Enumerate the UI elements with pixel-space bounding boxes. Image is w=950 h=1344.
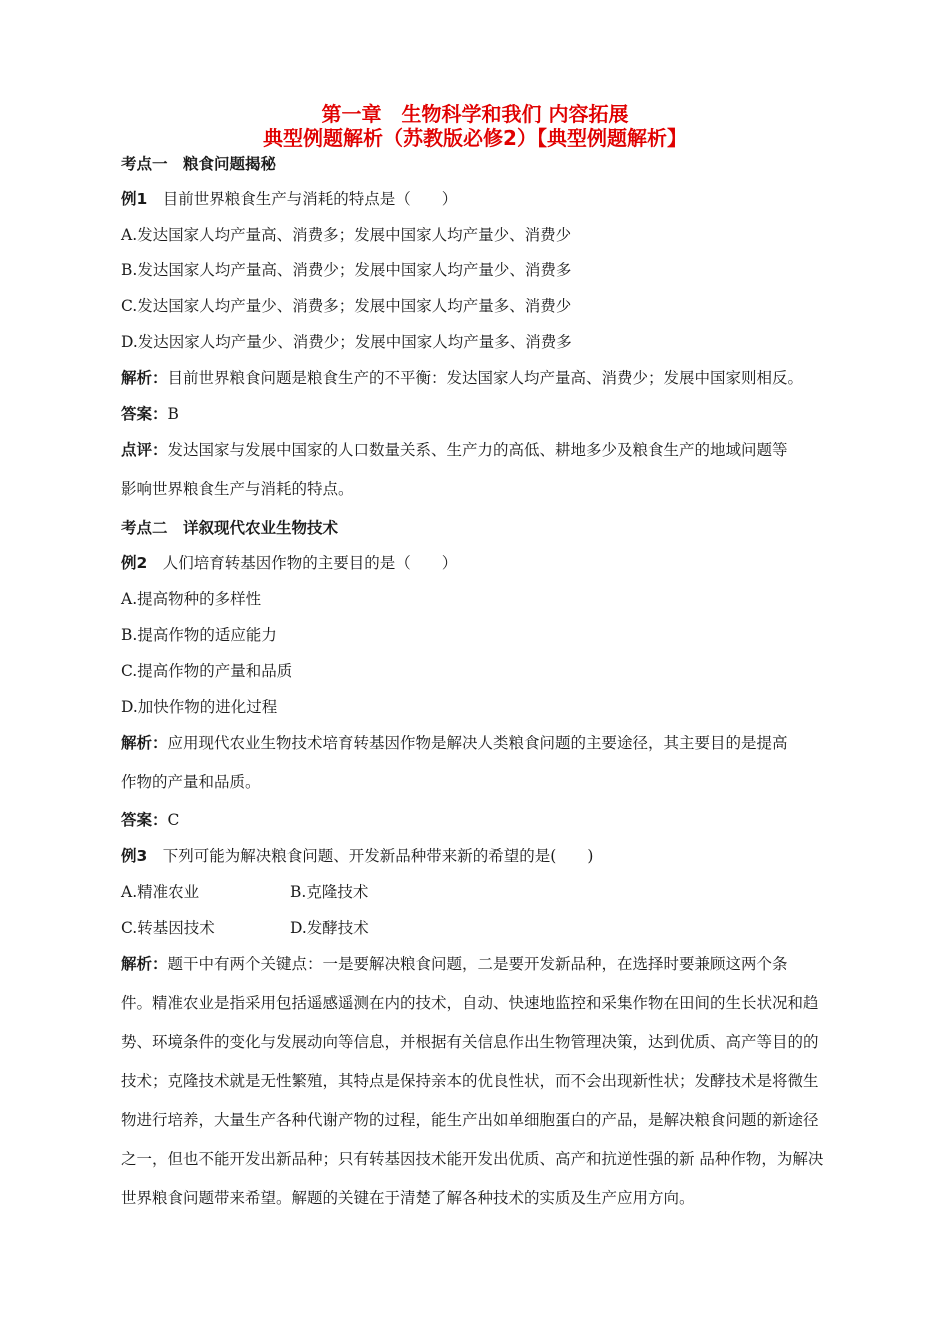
answer-label: 答案： bbox=[121, 405, 168, 423]
analysis-line-4: 技术；克隆技术就是无性繁殖，其特点是保持亲本的优良性状，而不会出现新性状；发酵技术是将微生 bbox=[121, 1072, 819, 1090]
question-3-text: 下列可能为解决粮食问题、开发新品种带来新的希望的是( ) bbox=[147, 847, 594, 865]
question-3-analysis bbox=[121, 954, 788, 974]
section-2-heading: 考点二 详叙现代农业生物技术 bbox=[121, 519, 339, 537]
question-2-text: 人们培育转基因作物的主要目的是（ ） bbox=[147, 554, 458, 572]
question-3-label: 例3 bbox=[121, 847, 148, 865]
question-1-comment-cont: 影响世界粮食生产与消耗的特点。 bbox=[121, 480, 354, 498]
question-1-option-a: A.发达国家人均产量高、消费多；发展中国家人均产量少、消费少 bbox=[121, 226, 572, 244]
analysis-line-1: 题干中有两个关键点：一是要解决粮食问题，二是要开发新品种，在选择时要兼顾这两个条 bbox=[167, 955, 788, 973]
question-3-option-b: B.克隆技术 bbox=[290, 883, 369, 901]
answer-label: 答案： bbox=[121, 811, 168, 829]
analysis-label: 解析： bbox=[121, 369, 168, 387]
analysis-label: 解析： bbox=[121, 734, 168, 752]
analysis-line-2: 件。精准农业是指采用包括遥感遥测在内的技术，自动、快速地监控和采集作物在田间的生长状况和趋 bbox=[121, 994, 819, 1012]
analysis-label: 解析： bbox=[121, 955, 168, 973]
question-3-options-row-2 bbox=[121, 918, 369, 938]
section-1-heading: 考点一 粮食问题揭秘 bbox=[121, 155, 277, 173]
question-2-answer bbox=[121, 810, 179, 830]
analysis-text-1: 应用现代农业生物技术培育转基因作物是解决人类粮食问题的主要途径，其主要目的是提高 bbox=[167, 734, 788, 752]
question-1-option-b: B.发达国家人均产量高、消费少；发展中国家人均产量少、消费多 bbox=[121, 261, 572, 279]
answer-value: C bbox=[167, 811, 180, 829]
question-2-option-d: D.加快作物的进化过程 bbox=[121, 698, 278, 716]
question-3-option-c: C.转基因技术 bbox=[121, 919, 215, 937]
question-1-option-d: D.发达因家人均产量少、消费少；发展中国家人均产量多、消费多 bbox=[121, 333, 572, 351]
analysis-line-6: 之一，但也不能开发出新品种；只有转基因技术能开发出优质、高产和抗逆性强的新 品种作物，为解决 bbox=[121, 1150, 824, 1168]
question-2-analysis bbox=[121, 733, 788, 753]
question-2-option-b: B.提高作物的适应能力 bbox=[121, 626, 277, 644]
question-2-option-a: A.提高物种的多样性 bbox=[121, 590, 262, 608]
question-2-analysis-cont: 作物的产量和品质。 bbox=[121, 773, 261, 791]
question-3-stem bbox=[121, 846, 593, 866]
question-1-analysis bbox=[121, 368, 803, 388]
analysis-line-3: 势、环境条件的变化与发展动向等信息，并根据有关信息作出生物管理决策，达到优质、高产等目的的 bbox=[121, 1033, 819, 1051]
analysis-text: 目前世界粮食问题是粮食生产的不平衡：发达国家人均产量高、消费少；发展中国家则相反。 bbox=[167, 369, 804, 387]
analysis-line-7: 世界粮食问题带来希望。解题的关键在于清楚了解各种技术的实质及生产应用方向。 bbox=[121, 1189, 695, 1207]
answer-value: B bbox=[167, 405, 179, 423]
question-3-options-row-1 bbox=[121, 882, 369, 902]
analysis-line-5: 物进行培养，大量生产各种代谢产物的过程，能生产出如单细胞蛋白的产品，是解决粮食问题的新途径 bbox=[121, 1111, 819, 1129]
question-1-text: 目前世界粮食生产与消耗的特点是（ ） bbox=[147, 190, 458, 208]
question-1-stem bbox=[121, 189, 457, 209]
question-1-answer bbox=[121, 404, 179, 424]
question-1-option-c: C.发达国家人均产量少、消费多；发展中国家人均产量多、消费少 bbox=[121, 297, 572, 315]
question-3-option-a: A.精准农业 bbox=[121, 883, 200, 901]
question-1-label: 例1 bbox=[121, 190, 148, 208]
title-line-1: 第一章 生物科学和我们 内容拓展 bbox=[321, 102, 629, 126]
question-2-label: 例2 bbox=[121, 554, 148, 572]
comment-text-1: 发达国家与发展中国家的人口数量关系、生产力的高低、耕地多少及粮食生产的地域问题等 bbox=[167, 441, 788, 459]
comment-label: 点评： bbox=[121, 441, 168, 459]
question-2-option-c: C.提高作物的产量和品质 bbox=[121, 662, 293, 680]
question-2-stem bbox=[121, 553, 457, 573]
question-1-comment bbox=[121, 440, 788, 460]
title-line-2: 典型例题解析（苏教版必修2）【典型例题解析】 bbox=[263, 126, 687, 150]
question-3-option-d: D.发酵技术 bbox=[290, 919, 369, 937]
